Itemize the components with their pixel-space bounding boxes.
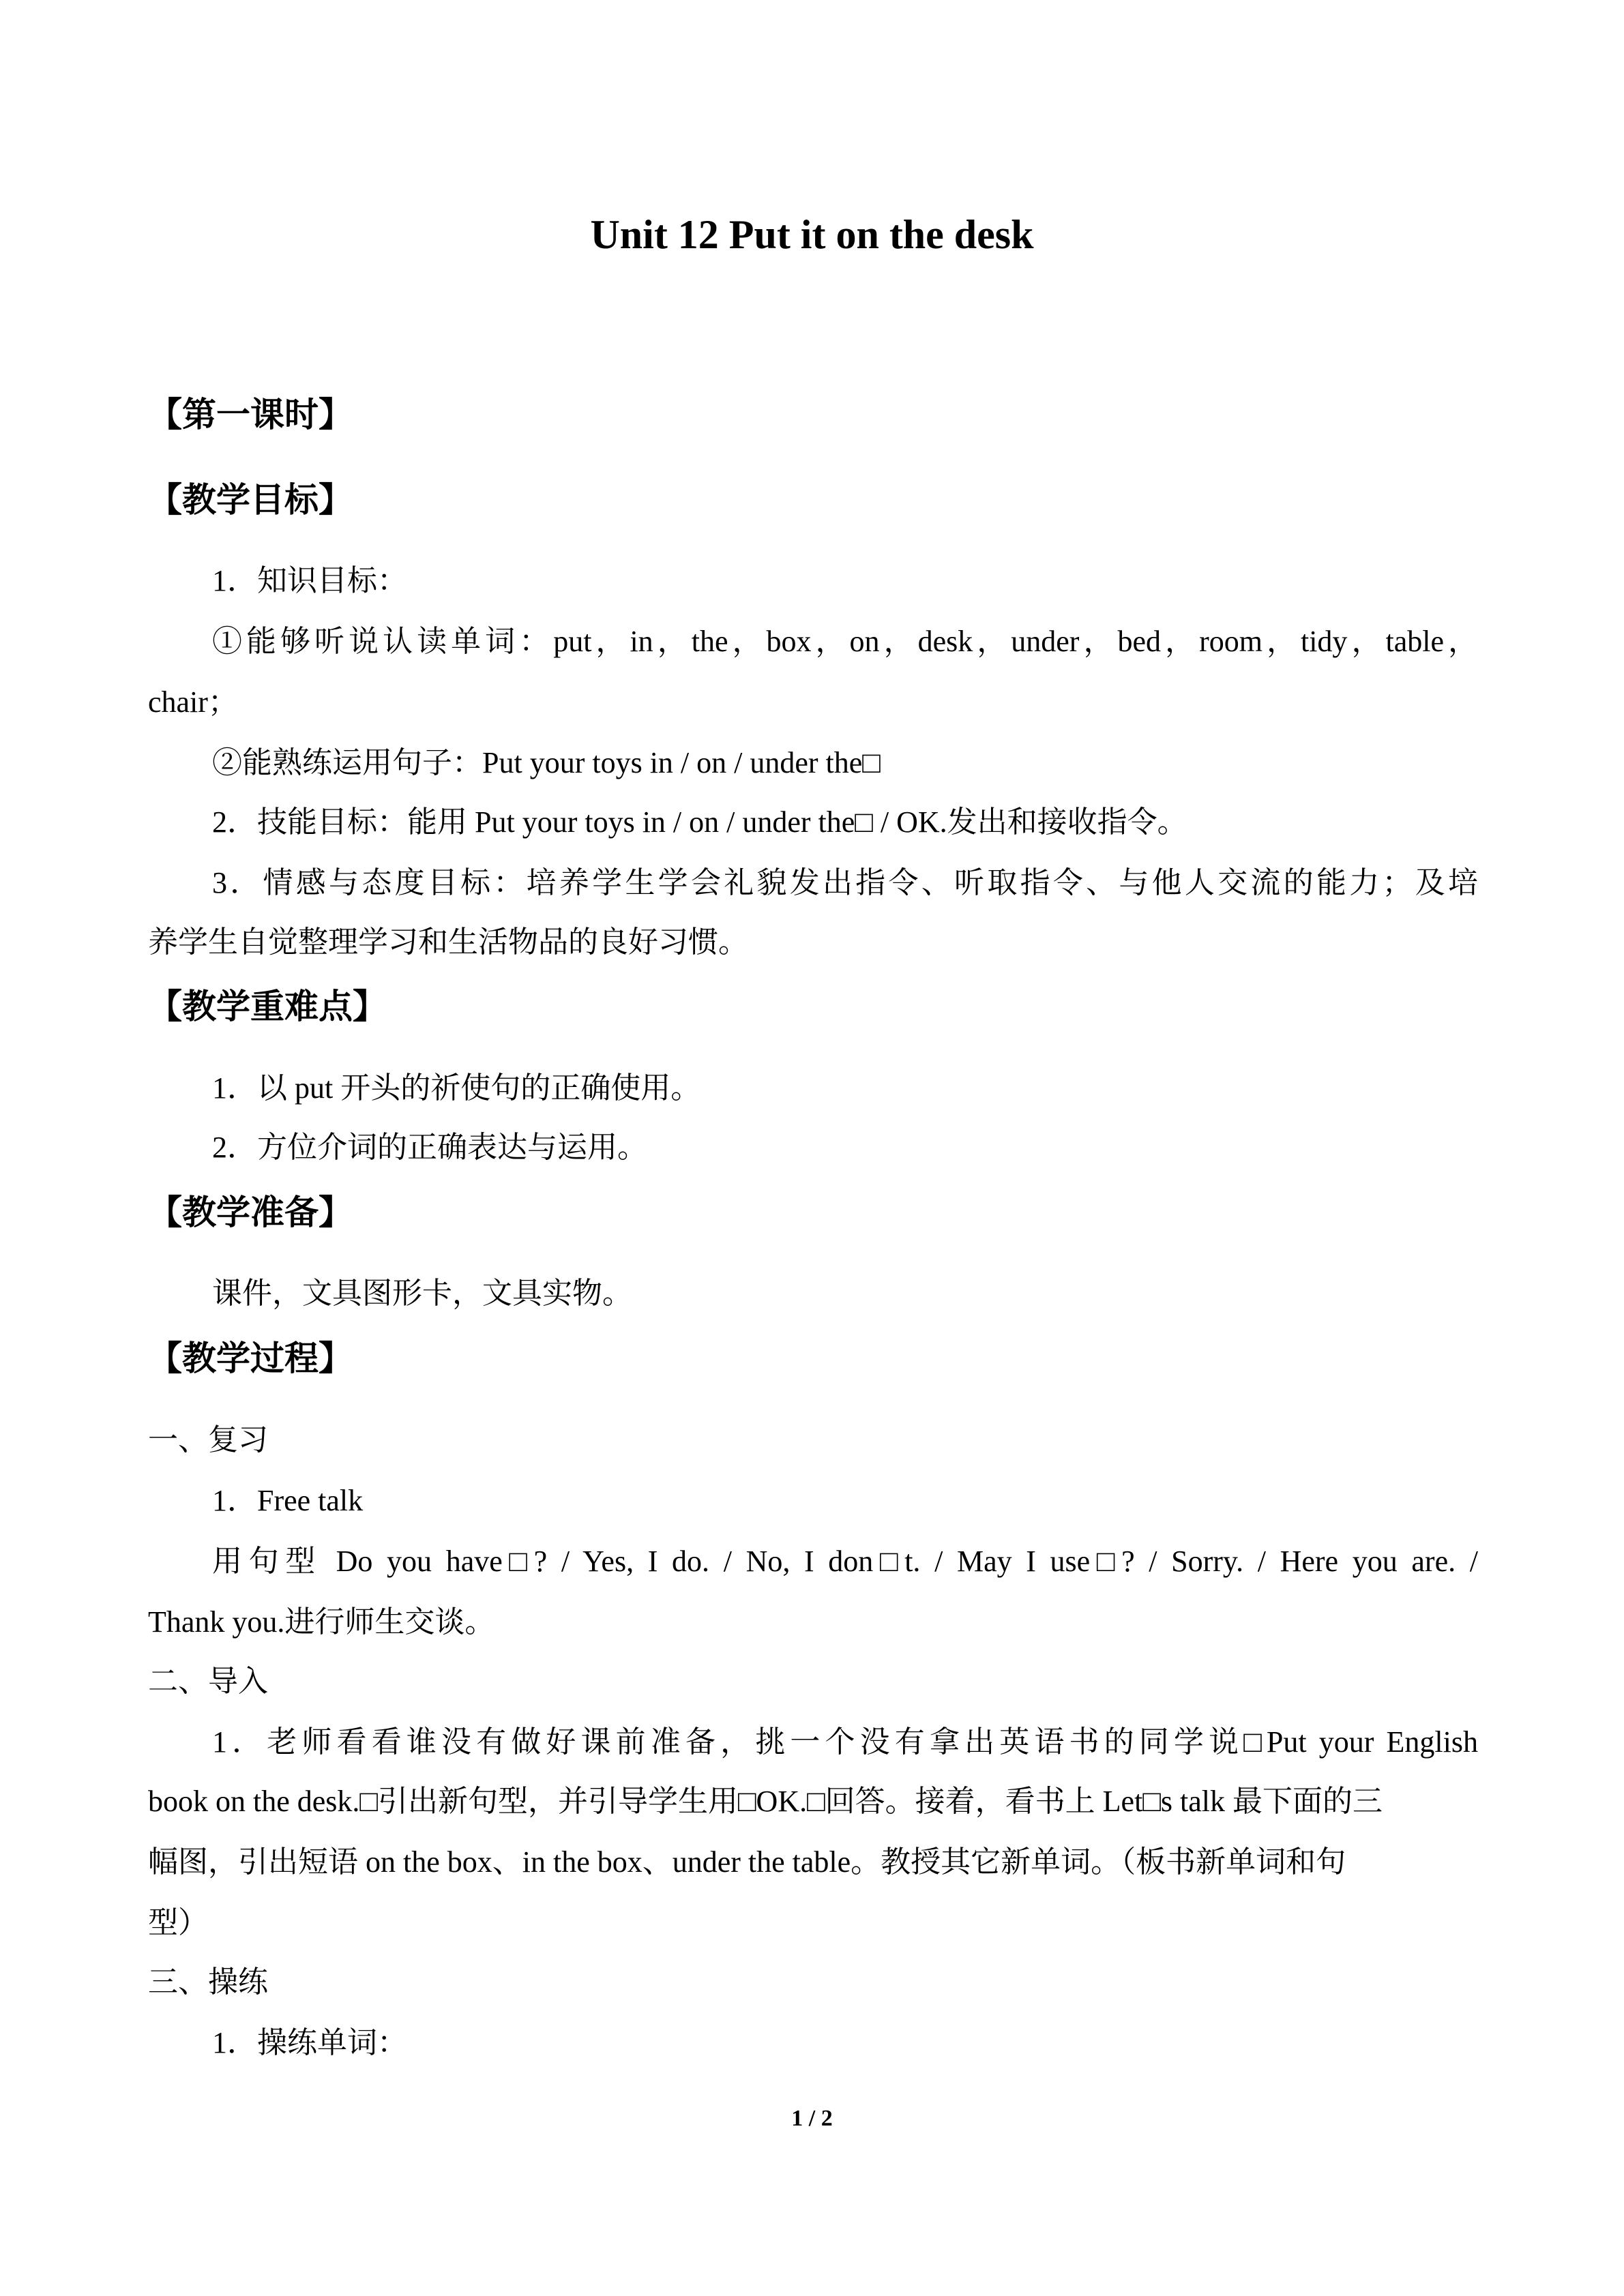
preparation-text: 课件，文具图形卡，文具实物。: [212, 1277, 632, 1310]
heading-preparation: 【教学准备】: [148, 1193, 353, 1232]
document-title: Unit 12 Put it on the desk: [590, 212, 1034, 257]
step-introduction-line-4: 型）: [148, 1906, 208, 1939]
objective-attitude: 3．情感与态度目标：培养学生学会礼貌发出指令、听取指令、与他人交流的能力；及培: [212, 866, 1478, 899]
objective-skills: 2．技能目标：能用 Put your toys in / on / under the□ / OK.发出和接收指令。: [212, 805, 1187, 839]
step-introduction-line-2: book on the desk.□引出新句型，并引导学生用□OK.□回答。接着，看书上 Let□s talk 最下面的三: [148, 1785, 1383, 1818]
step-introduction-line-3: 幅图，引出短语 on the box、in the box、under the table。教授其它新单词。（板书新单词和句: [148, 1845, 1346, 1879]
heading-process: 【教学过程】: [148, 1339, 353, 1377]
objective-knowledge: 1．知识目标：: [212, 564, 407, 597]
key-point-1: 1．以 put 开头的祈使句的正确使用。: [212, 1071, 701, 1105]
page-number: 1 / 2: [791, 2106, 833, 2131]
heading-lesson: 【第一课时】: [148, 396, 353, 434]
key-point-2: 2．方位介词的正确表达与运用。: [212, 1131, 647, 1164]
step-review: 一、复习: [148, 1423, 268, 1457]
heading-key-points: 【教学重难点】: [148, 987, 387, 1026]
step-review-sentences: 用句型 Do you have□? / Yes, I do. / No, I don□t. / May I use□? / Sorry. / Here you are. /: [212, 1545, 1478, 1578]
step-practice: 三、操练: [148, 1965, 268, 1999]
objective-knowledge-words-cont: chair；: [148, 685, 238, 719]
step-review-free-talk: 1．Free talk: [212, 1484, 364, 1517]
objective-attitude-cont: 养学生自觉整理学习和生活物品的良好习惯。: [148, 925, 748, 959]
step-introduction-line-1: 1．老师看看谁没有做好课前准备，挑一个没有拿出英语书的同学说□Put your English: [212, 1725, 1478, 1759]
objective-knowledge-words: ①能够听说认读单词：put，in，the，box，on，desk，under，bed，room，tidy，table，: [212, 625, 1478, 658]
objective-knowledge-sentences: ②能熟练运用句子：Put your toys in / on / under the□: [212, 746, 881, 779]
heading-objectives: 【教学目标】: [148, 481, 353, 519]
step-review-sentences-cont: Thank you.进行师生交谈。: [148, 1605, 495, 1639]
step-practice-words: 1．操练单词：: [212, 2026, 407, 2059]
step-introduction: 二、导入: [148, 1665, 268, 1698]
